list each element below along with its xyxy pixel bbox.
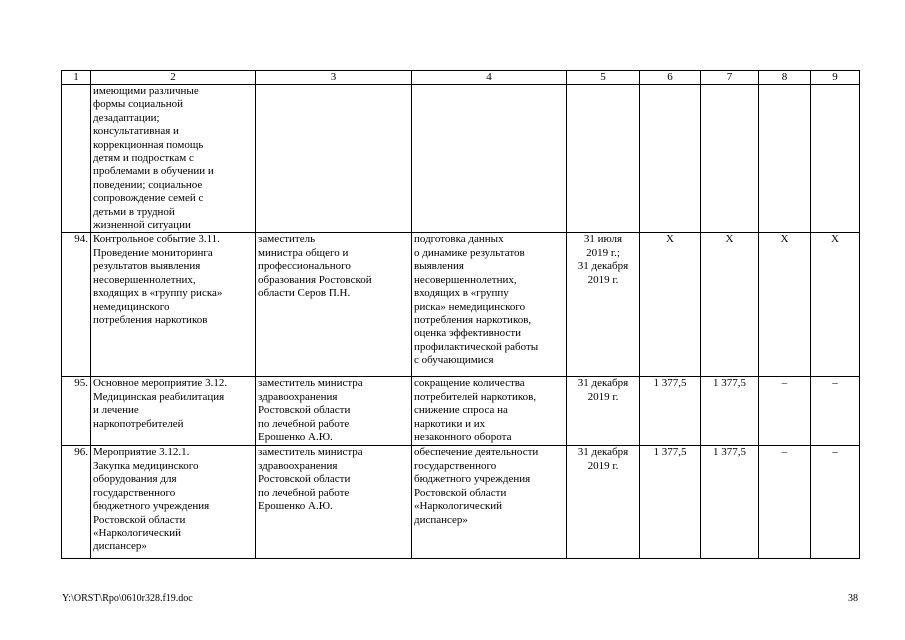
value-col7: Х [701,233,759,377]
event-name: имеющими различные формы социальной дезадаптации; консультативная и коррекционная помощь детям и подросткам с проблемами в обучении и поведении; социальное сопровождение семей с детьми в трудной жизненной ситуации [91,85,256,233]
value-col6: 1 377,5 [640,446,701,559]
value-col6 [640,85,701,233]
value-col9 [811,85,860,233]
responsible: заместитель министра здравоохранения Ростовской области по лечебной работе Ерошенко А.Ю. [256,377,412,446]
deadline: 31 декабря 2019 г. [567,446,640,559]
table-row [62,377,860,446]
value-col9: – [811,446,860,559]
column-header: 2 [91,71,256,85]
column-header: 6 [640,71,701,85]
expected-result: подготовка данных о динамике результатов выявления несовершеннолетних, входящих в «группу риска» немедицинского потребления наркотиков, оценка эффективности профилактической работы с обучающимися [412,233,567,377]
column-header: 5 [567,71,640,85]
event-name: Контрольное событие 3.11. Проведение мониторинга результатов выявления несовершеннолетних, входящих в «группу риска» немедицинского потребления наркотиков [91,233,256,377]
row-number: 95. [62,377,91,446]
table-row [62,446,860,559]
deadline: 31 июля 2019 г.; 31 декабря 2019 г. [567,233,640,377]
value-col7 [701,85,759,233]
document-path: Y:\ORST\Rpo\0610r328.f19.doc [62,593,193,604]
value-col6: Х [640,233,701,377]
value-col6: 1 377,5 [640,377,701,446]
row-number: 94. [62,233,91,377]
program-table [61,70,860,559]
responsible: заместитель министра здравоохранения Ростовской области по лечебной работе Ерошенко А.Ю. [256,446,412,559]
deadline [567,85,640,233]
value-col7: 1 377,5 [701,446,759,559]
value-col8: Х [759,233,811,377]
value-col8: – [759,377,811,446]
header-row [62,71,860,85]
value-col9: – [811,377,860,446]
value-col9: Х [811,233,860,377]
value-col7: 1 377,5 [701,377,759,446]
responsible: заместитель министра общего и профессионального образования Ростовской области Серов П.Н. [256,233,412,377]
row-number [62,85,91,233]
event-name: Основное мероприятие 3.12. Медицинская реабилитация и лечение наркопотребителей [91,377,256,446]
page-number: 38 [848,593,858,604]
event-name: Мероприятие 3.12.1. Закупка медицинского оборудования для государственного бюджетного учреждения Ростовской области «Наркологический диспансер» [91,446,256,559]
row-number: 96. [62,446,91,559]
deadline: 31 декабря 2019 г. [567,377,640,446]
column-header: 1 [62,71,91,85]
column-header: 8 [759,71,811,85]
column-header: 7 [701,71,759,85]
column-header: 3 [256,71,412,85]
table-row [62,85,860,233]
column-header: 4 [412,71,567,85]
value-col8 [759,85,811,233]
expected-result: обеспечение деятельности государственного бюджетного учреждения Ростовской области «Наркологический диспансер» [412,446,567,559]
column-header: 9 [811,71,860,85]
expected-result: сокращение количества потребителей наркотиков, снижение спроса на наркотики и их незаконного оборота [412,377,567,446]
responsible [256,85,412,233]
expected-result [412,85,567,233]
value-col8: – [759,446,811,559]
table-row [62,233,860,377]
